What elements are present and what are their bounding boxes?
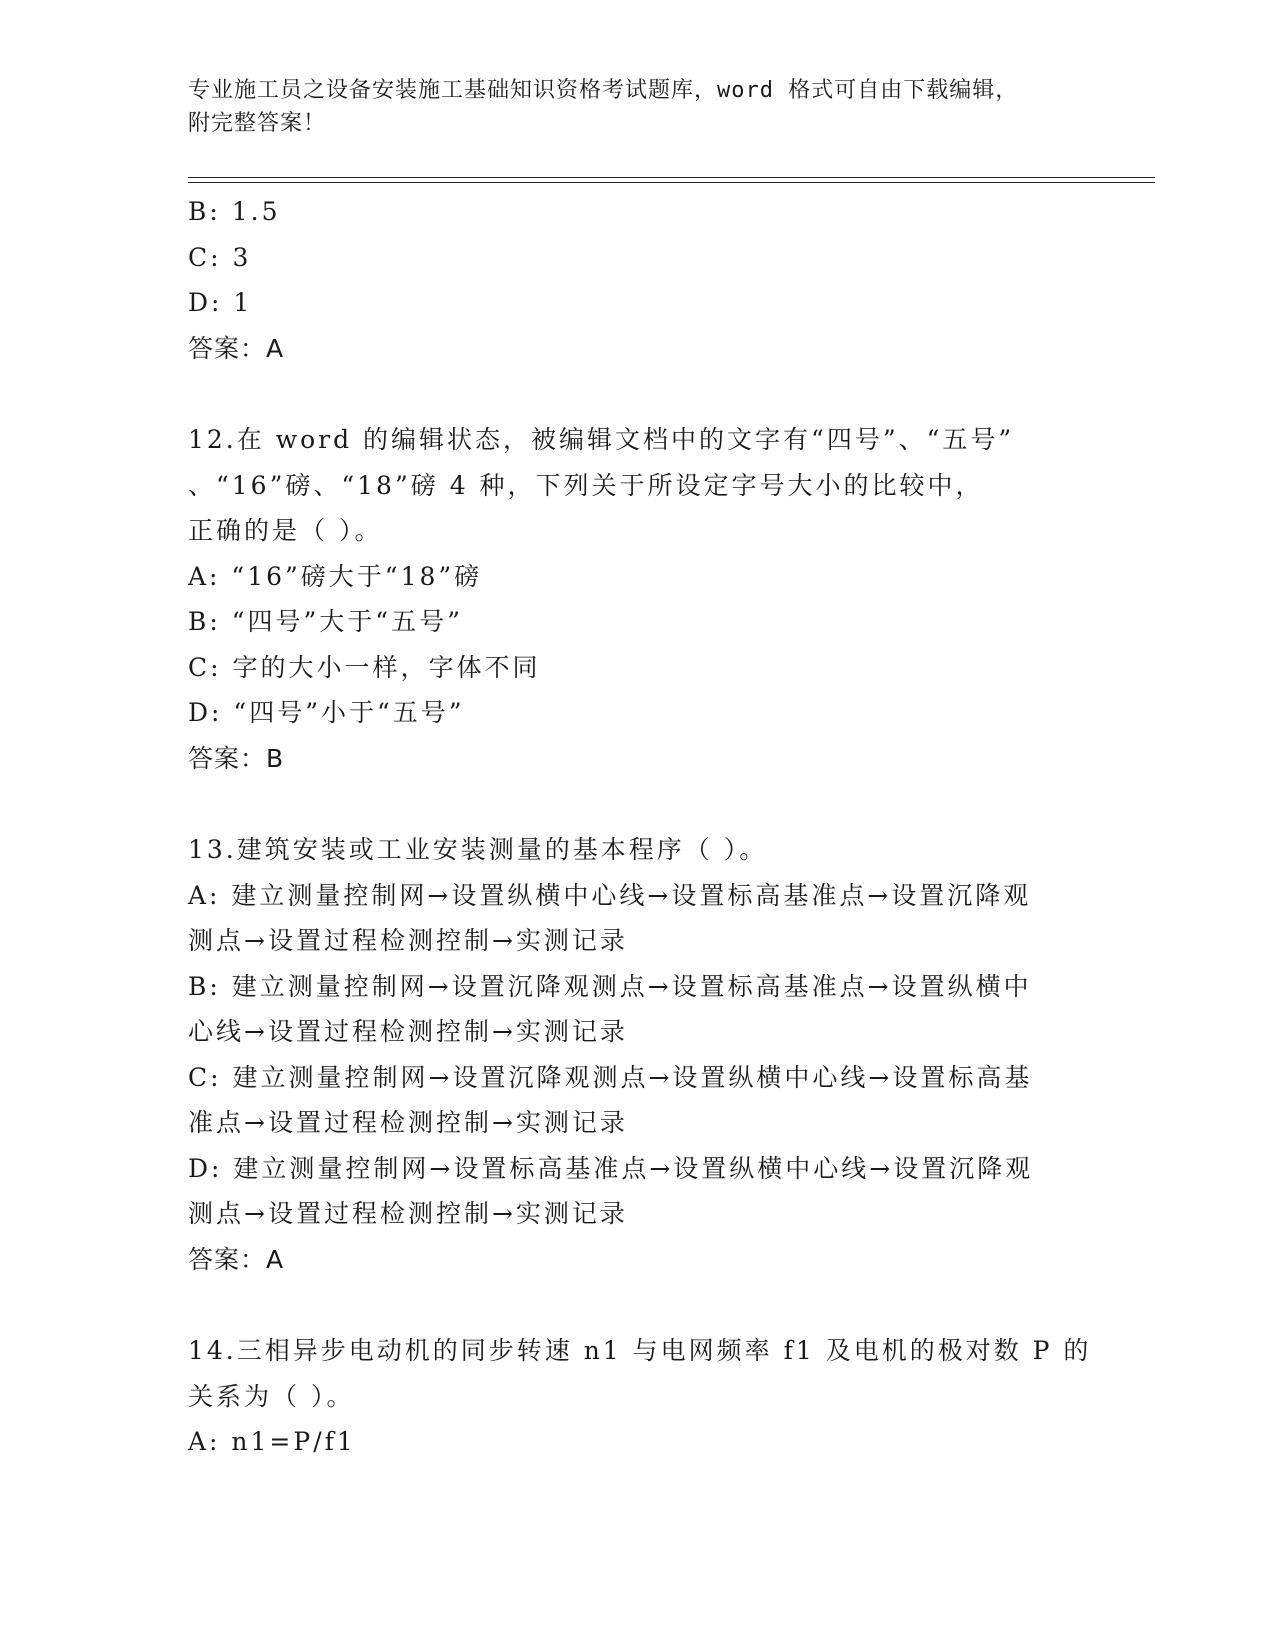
option-c-continued: 准点→设置过程检测控制→实测记录	[188, 1108, 628, 1137]
spacer	[188, 781, 1108, 827]
question-stem: 关系为（ ）。	[188, 1381, 355, 1411]
header-title-line-2: 附完整答案！	[188, 111, 327, 136]
option-b: B: 1.5	[188, 197, 281, 226]
question-14	[188, 1328, 1108, 1465]
header-divider-bottom	[188, 182, 1155, 183]
header-title-line-1: 专业施工员之设备安装施工基础知识资格考试题库，word 格式可自由下载编辑，	[188, 78, 1019, 103]
option-d: D: “四号”小于“五号”	[188, 698, 465, 727]
option-b: B: 建立测量控制网→设置沉降观测点→设置标高基准点→设置纵横中	[188, 971, 1032, 1001]
option-c: C: 建立测量控制网→设置沉降观测点→设置纵横中心线→设置标高基	[188, 1062, 1033, 1092]
document-header	[188, 74, 1068, 140]
question-list	[188, 189, 1108, 1465]
question-12	[188, 417, 1108, 781]
answer: 答案：A	[188, 333, 285, 363]
option-d: D: 建立测量控制网→设置标高基准点→设置纵横中心线→设置沉降观	[188, 1153, 1034, 1183]
option-c: C: 字的大小一样，字体不同	[188, 652, 541, 682]
question-stem: 正确的是（ ）。	[188, 516, 383, 545]
question-stem: 、“16”磅、“18”磅 4 种，下列关于所设定字号大小的比较中，	[188, 470, 984, 500]
option-b-continued: 心线→设置过程检测控制→实测记录	[188, 1017, 628, 1046]
answer: 答案：B	[188, 743, 285, 773]
question-11	[188, 189, 1108, 371]
question-stem: 14.三相异步电动机的同步转速 n1 与电网频率 f1 及电机的极对数 P 的	[188, 1336, 1092, 1365]
option-b: B: “四号”大于“五号”	[188, 607, 463, 636]
spacer	[188, 371, 1108, 417]
option-a: A: “16”磅大于“18”磅	[188, 561, 483, 591]
option-a-continued: 测点→设置过程检测控制→实测记录	[188, 926, 628, 955]
answer: 答案：A	[188, 1244, 285, 1274]
question-stem: 13.建筑安装或工业安装测量的基本程序（ ）。	[188, 835, 768, 864]
option-c: C: 3	[188, 242, 252, 272]
spacer	[188, 1282, 1108, 1328]
option-d: D: 1	[188, 288, 253, 317]
option-d-continued: 测点→设置过程检测控制→实测记录	[188, 1199, 628, 1228]
option-a: A: 建立测量控制网→设置纵横中心线→设置标高基准点→设置沉降观	[188, 880, 1032, 910]
question-stem: 12.在 word 的编辑状态，被编辑文档中的文字有“四号”、“五号”	[188, 425, 1015, 454]
question-13	[188, 827, 1108, 1282]
option-a: A: n1=P/f1	[188, 1427, 356, 1456]
header-divider-top	[188, 177, 1155, 178]
